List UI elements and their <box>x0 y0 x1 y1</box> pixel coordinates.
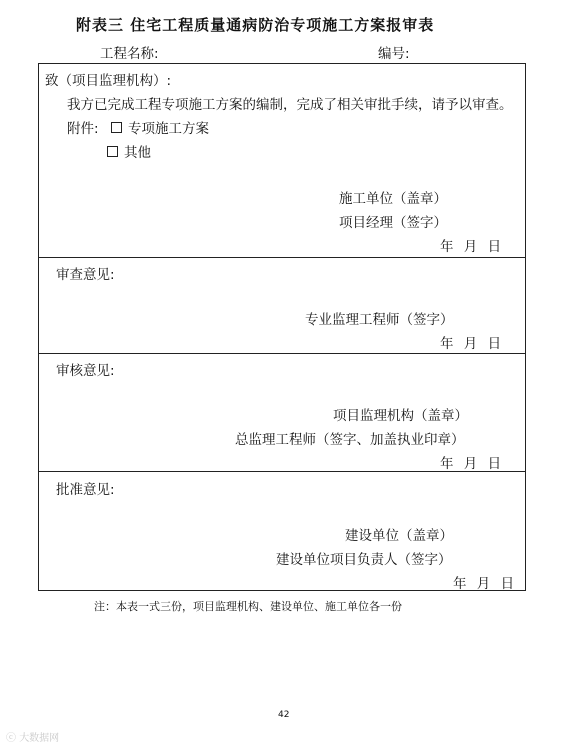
contractor-seal-label: 施工单位（盖章） <box>339 191 447 207</box>
checkbox-icon[interactable] <box>111 122 122 133</box>
option-other-label: 其他 <box>124 145 151 161</box>
project-name-label: 工程名称: <box>100 46 159 62</box>
review-date: 年 月 日 <box>440 336 502 352</box>
chief-supervisor-sign-label: 总监理工程师（签字、加盖执业印章） <box>235 432 465 448</box>
review-heading: 审查意见: <box>56 267 115 283</box>
checkbox-icon[interactable] <box>107 146 118 157</box>
submission-section <box>39 64 525 257</box>
supervision-org-seal-label: 项目监理机构（盖章） <box>333 408 468 424</box>
audit-section <box>39 353 525 471</box>
supervisor-sign-label: 专业监理工程师（签字） <box>305 312 454 328</box>
owner-project-lead-sign-label: 建设单位项目负责人（签字） <box>276 552 452 568</box>
form-title: 附表三 住宅工程质量通病防治专项施工方案报审表 <box>76 16 435 34</box>
footnote: 注：本表一式三份，项目监理机构、建设单位、施工单位各一份 <box>94 600 402 613</box>
addressee: 致（项目监理机构）: <box>45 73 172 89</box>
owner-seal-label: 建设单位（盖章） <box>345 528 453 544</box>
page-number: 42 <box>278 710 290 720</box>
submission-date: 年 月 日 <box>440 239 502 255</box>
submission-body: 我方已完成工程专项施工方案的编制，完成了相关审批手续，请予以审查。 <box>67 97 513 113</box>
project-manager-sign-label: 项目经理（签字） <box>339 215 447 231</box>
watermark-logo-icon: ⓒ <box>6 733 16 744</box>
audit-date: 年 月 日 <box>440 456 502 472</box>
approval-date: 年 月 日 <box>453 576 515 592</box>
number-label: 编号: <box>378 46 410 62</box>
attachment-option-plan[interactable] <box>111 117 209 137</box>
attachment-option-other[interactable] <box>107 141 151 161</box>
option-plan-label: 专项施工方案 <box>128 121 209 137</box>
form-table <box>38 63 526 591</box>
approval-heading: 批准意见: <box>56 482 115 498</box>
audit-heading: 审核意见: <box>56 363 115 379</box>
review-section <box>39 257 525 353</box>
watermark-text: 大数据网 <box>19 733 60 744</box>
watermark <box>6 729 59 744</box>
approval-section <box>39 471 525 592</box>
attachment-label: 附件: <box>67 121 99 137</box>
